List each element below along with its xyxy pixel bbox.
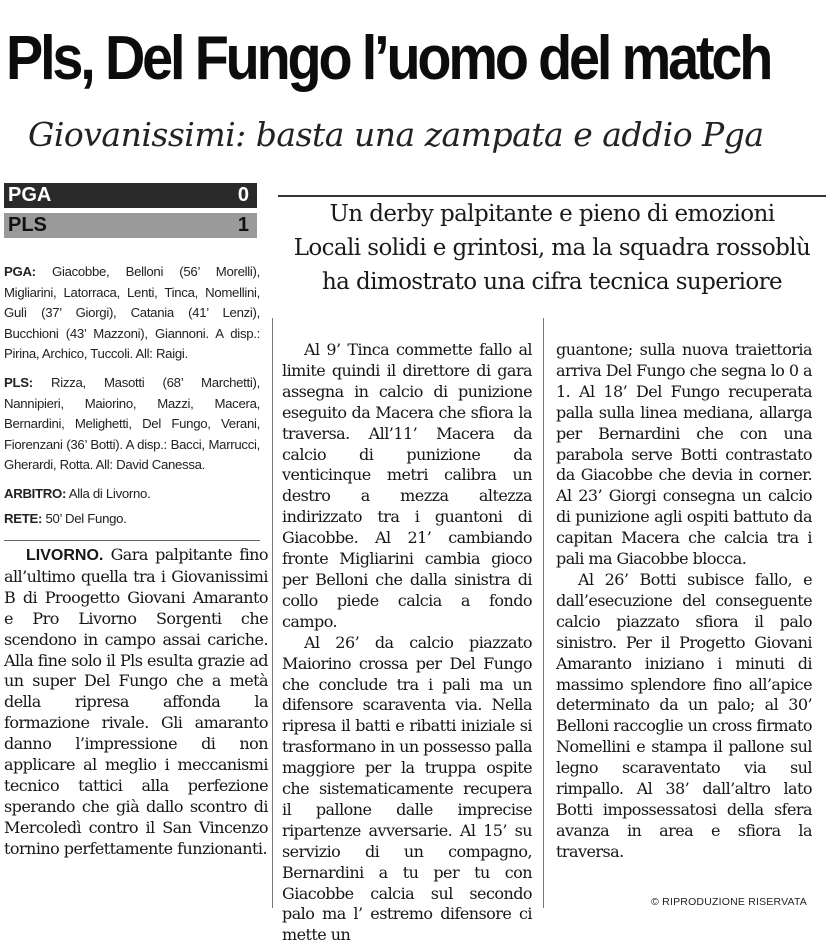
lineup-label: PLS: xyxy=(4,374,33,390)
lineup-label: ARBITRO: xyxy=(4,485,67,501)
article-paragraph xyxy=(4,545,268,860)
article-column-1 xyxy=(4,545,268,860)
lineup-text: Alla di Livorno. xyxy=(68,485,151,501)
lineup-text: Giacobbe, Belloni (56’ Morelli), Migliarini, Latorraca, Lenti, Tinca, Nomellini, Gulì (37’ Giorgi), Catania (41’ Lenzi), Bucchioni (43’ Mazzoni), Giannoni. A disp.: Pirina, Archico, Tuccoli. All: Raigi. xyxy=(4,264,260,362)
team-goals: 1 xyxy=(237,214,249,236)
lineup-box xyxy=(4,262,260,537)
dateline: LIVORNO. xyxy=(26,547,104,564)
lineup-label: PGA: xyxy=(4,264,36,279)
team-name: PGA xyxy=(8,184,52,206)
lineup-label: RETE: xyxy=(4,510,43,526)
copyright-notice: © RIPRODUZIONE RISERVATA xyxy=(651,896,807,908)
deck-line: ha dimostrato una cifra tecnica superiore xyxy=(321,269,783,295)
team-goals: 0 xyxy=(237,184,249,206)
section-divider xyxy=(4,540,260,541)
lineup-text: Rizza, Masotti (68’ Marchetti), Nannipieri, Maiorino, Mazzi, Macera, Bernardini, Melighetti, Del Fungo, Verani, Fiorenzani (36’ Botti). A disp.: Bacci, Marrucci, Gherardi, Rotta. All: David Canessa. xyxy=(4,374,260,473)
article-paragraph: Al 26’ da calcio piazzato Maiorino crossa per Del Fungo che conclude tra i pali ma un difensore scaraventa via. Nella ripresa il batti e ribatti iniziale si trasformano in un possesso palla maggiore per la truppa ospite che sistematicamente recupera il pallone dalle imprecise ripartenze avversarie. Al 15’ su servizio di un compagno, Bernardini a tu per tu con Giacobbe calcia sul secondo palo ma l’ estremo difensore ci mette un xyxy=(282,632,532,945)
article-paragraph: Al 26’ Botti subisce fallo, e dall’esecuzione del conseguente calcio piazzato sfiora il palo sinistro. Per il Progetto Giovani Amaranto iniziano i minuti di massimo splendore fino all’apice determinato da un palo; al 30’ Belloni raccoglie un cross firmato Nomellini e stampa il pallone sul legno scaraventato via sul rimpallo. Al 38’ dall’altro lato Botti impossessatosi della sfera avanza in area e sfiora la traversa. xyxy=(556,569,812,861)
article-column-3 xyxy=(556,340,812,863)
article-column-2 xyxy=(282,340,532,946)
score-row-pga xyxy=(4,183,257,208)
deck-line: Locali solidi e grintosi, ma la squadra rossoblù xyxy=(293,235,811,261)
headline: Pls, Del Fungo l’uomo del match xyxy=(6,24,771,93)
lineup-text: 50’ Del Fungo. xyxy=(45,510,127,526)
deck-line: Un derby palpitante e pieno di emozioni xyxy=(329,201,775,227)
deck-summary xyxy=(278,195,826,299)
subheadline: Giovanissimi: basta una zampata e addio Pga xyxy=(28,115,764,154)
column-divider xyxy=(272,318,273,908)
score-box xyxy=(4,183,257,243)
paragraph-text: Gara palpitante fino all’ultimo quella tra i Giovanissimi B di Proogetto Giovani Amaranto e Pro Livorno Sorgenti che scendono in campo assai cariche. Alla fine solo il Pls esulta grazie ad un super Del Fungo che a metà della ripresa affonda la formazione rivale. Gli amaranto danno l’impressione di non applicare al meglio i meccanismi tecnico tattici alla perfezione sperando che già dallo scontro di Mercoledì contro il San Vincenzo tornino perfettamente funzionanti. xyxy=(4,545,268,858)
article-paragraph: guantone; sulla nuova traiettoria arriva Del Fungo che segna lo 0 a 1. Al 18’ Del Fungo recuperata palla sulla linea mediana, allarga per Bernardini che con una parabola serve Botti contrastato da Giacobbe che devia in corner. Al 23’ Giorgi consegna un calcio di punizione agli ospiti battuto da capitan Macera che calcia tra i pali ma Giacobbe blocca. xyxy=(556,340,812,569)
lineup-rete xyxy=(4,509,260,530)
team-name: PLS xyxy=(8,214,47,236)
score-row-pls xyxy=(4,213,257,238)
lineup-arbitro xyxy=(4,484,260,505)
column-divider xyxy=(543,318,544,908)
article-paragraph: Al 9’ Tinca commette fallo al limite quindi il direttore di gara assegna in calcio di punizione eseguito da Macera che sfiora la traversa. All’11’ Macera da calcio di punizione da venticinque metri calibra un destro a mezza altezza indirizzato tra i guantoni di Giacobbe. Al 21’ cambiando fronte Migliarini cambia gioco per Belloni che dalla sinistra di collo piede calcia a fondo campo. xyxy=(282,340,532,631)
lineup-pls xyxy=(4,373,260,476)
lineup-pga xyxy=(4,262,260,365)
